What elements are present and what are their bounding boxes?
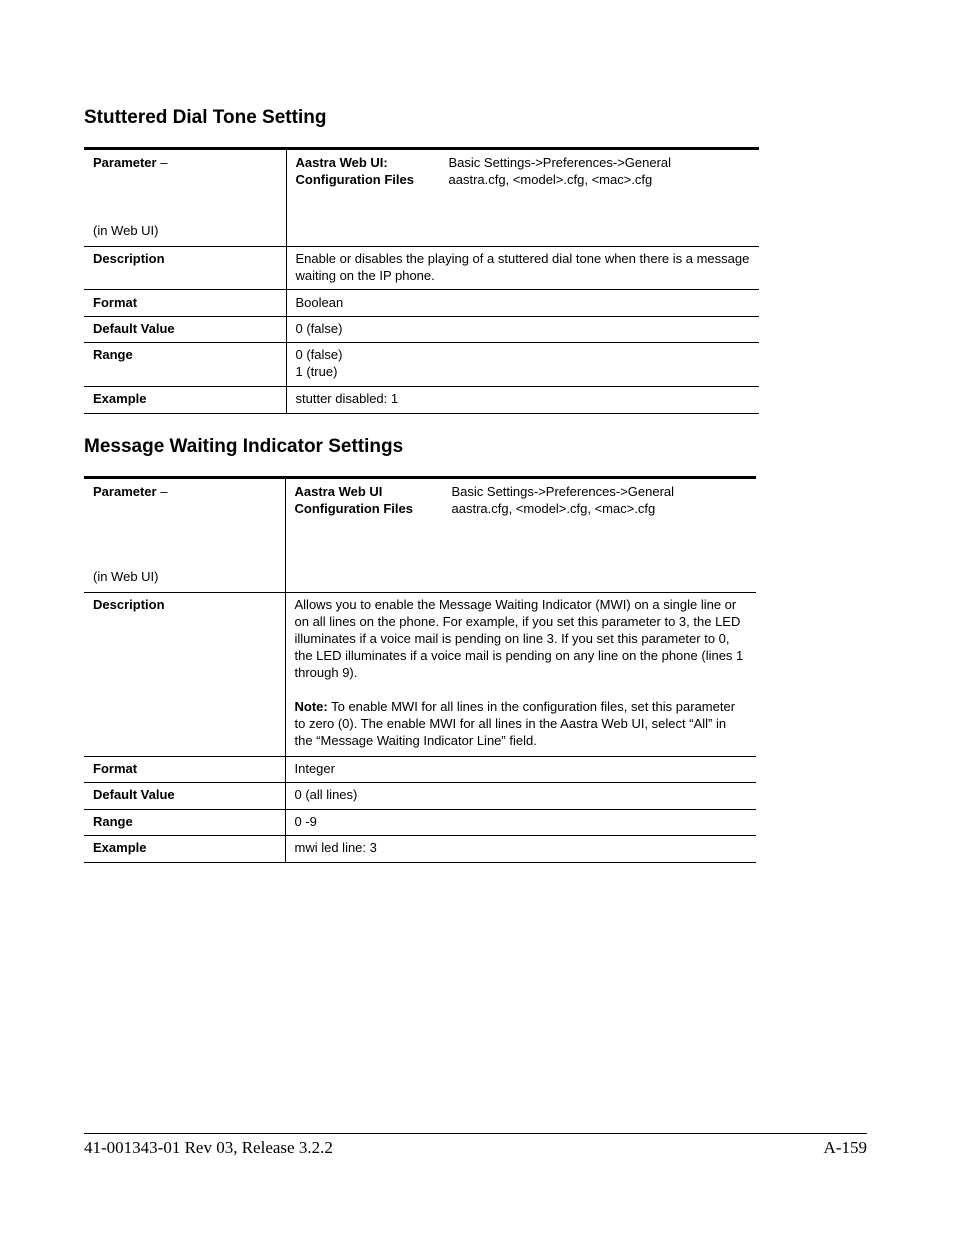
row-label: Format [84,290,286,317]
web-ui-path: Basic Settings->Preferences->General [451,484,675,499]
range-value: 0 -9 [285,810,756,836]
parameter-dash: – [160,155,168,170]
range-value-line: 1 (true) [295,364,338,379]
config-files-list: aastra.cfg, <model>.cfg, <mac>.cfg [448,172,653,187]
parameter-dash: – [160,484,168,499]
in-web-ui-note: (in Web UI) [93,569,159,584]
table-row [84,757,756,783]
section-title-message-waiting-indicator: Message Waiting Indicator Settings [84,436,404,457]
table-row [84,387,759,414]
table-row [84,149,759,247]
table-row [84,478,756,593]
table-row [84,247,759,290]
config-files-key: Configuration Files [294,501,413,516]
table-row [84,317,759,343]
row-label: Description [84,593,285,757]
description-paragraph: Allows you to enable the Message Waiting Indicator (MWI) on a single line or on all lines on the phone. For example, if you set this parameter to 3, the LED illuminates if a voice mail is pending on line 3. If you set this parameter to 0, the LED illuminates if a voice mail is pending on any line on the phone (lines 1 through 9). [294,597,744,680]
row-label: Example [84,387,286,414]
parameter-label-cell [84,478,285,593]
example-value: mwi led line: 3 [285,836,756,863]
row-label: Range [84,810,285,836]
description-note [295,698,747,749]
config-files-list: aastra.cfg, <model>.cfg, <mac>.cfg [451,501,656,516]
web-ui-path: Basic Settings->Preferences->General [448,155,672,170]
table-row [84,783,756,810]
row-label: Default Value [84,783,285,810]
footer-divider [84,1133,867,1134]
note-label: Note: [294,699,328,714]
table-row [84,290,759,317]
config-files-key: Configuration Files [295,172,414,187]
description-value: Enable or disables the playing of a stuttered dial tone when there is a message waiting on the IP phone. [286,247,759,290]
example-value: stutter disabled: 1 [286,387,759,414]
stuttered-dial-tone-table [84,147,759,414]
format-value: Boolean [286,290,759,317]
parameter-label-cell [84,149,286,247]
row-label: Range [84,343,286,387]
parameter-label: Parameter [93,484,157,499]
row-label: Format [84,757,285,783]
row-label: Example [84,836,285,863]
note-text: To enable MWI for all lines in the configuration files, set this parameter to zero (0). The enable MWI for all lines in the Aastra Web UI, select “All” in the “Message Waiting Indicator Line” field. [294,699,736,748]
table-row [84,343,759,387]
web-ui-key: Aastra Web UI: [295,155,388,170]
footer-page-number: A-159 [823,1138,867,1157]
range-value [286,343,759,387]
range-value-line: 0 (false) [295,347,343,362]
format-value: Integer [285,757,756,783]
in-web-ui-note: (in Web UI) [93,223,159,238]
table-row [84,836,756,863]
parameter-location-cell [285,478,756,593]
row-label: Description [84,247,286,290]
description-value [285,593,756,757]
web-ui-key: Aastra Web UI [294,484,383,499]
table-row [84,810,756,836]
parameter-label: Parameter [93,155,157,170]
default-value: 0 (all lines) [285,783,756,810]
section-title-stuttered-dial-tone: Stuttered Dial Tone Setting [84,107,327,128]
default-value: 0 (false) [286,317,759,343]
parameter-location-cell [286,149,759,247]
table-row [84,593,756,757]
row-label: Default Value [84,317,286,343]
message-waiting-indicator-table [84,476,756,863]
footer-doc-id: 41-001343-01 Rev 03, Release 3.2.2 [84,1138,333,1157]
